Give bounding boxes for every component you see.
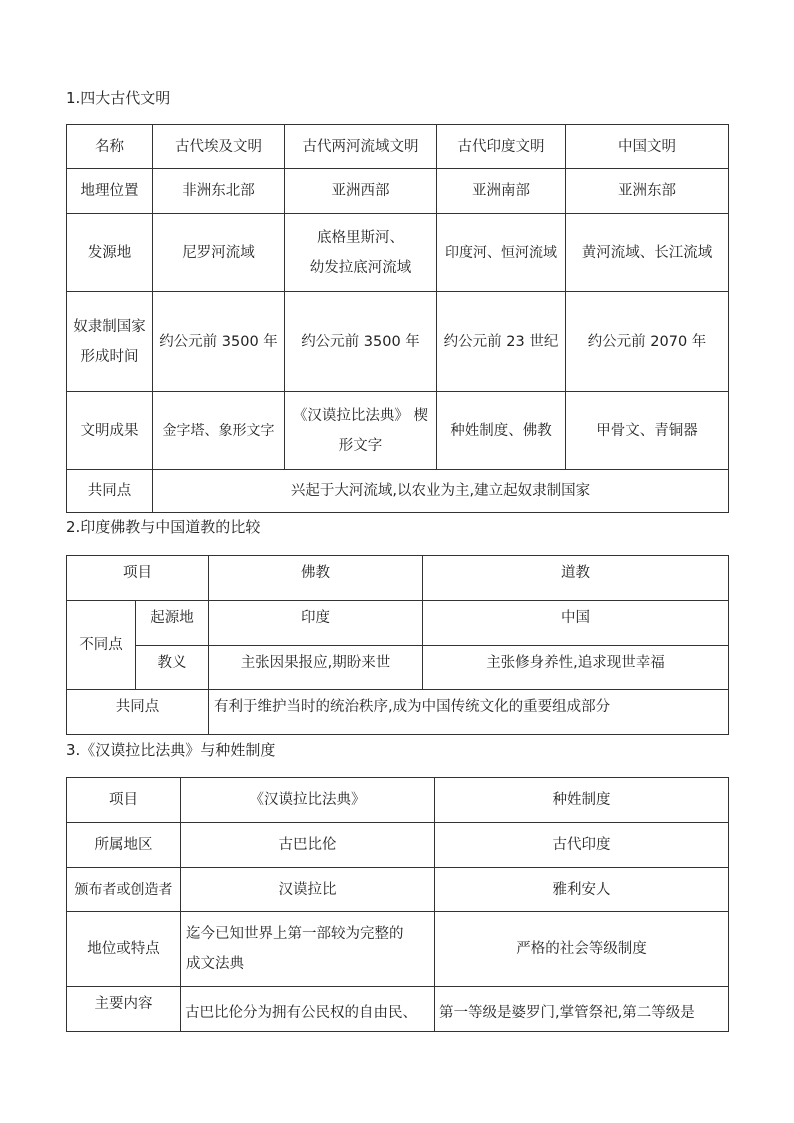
header-cell: 佛教 [209,556,423,601]
table-cell: 亚洲南部 [437,169,566,214]
row-label: 不同点 [67,601,136,690]
row-label: 颁布者或创造者 [67,868,181,912]
header-cell: 《汉谟拉比法典》 [181,778,435,823]
table-cell: 约公元前 2070 年 [566,292,729,392]
cell-line: 形成时间 [80,348,139,365]
table-cell [285,392,437,470]
table-row [67,778,729,823]
table-cell: 古巴比伦分为拥有公民权的自由民、 [181,987,435,1032]
table-row [67,690,729,735]
table-row [67,470,729,513]
table-cell: 古巴比伦 [181,823,435,868]
row-label [67,292,153,392]
header-cell: 名称 [67,125,153,169]
table-row [67,646,729,690]
table-row [67,868,729,912]
cell-line: 底格里斯河、 [317,229,404,246]
table-row [67,987,729,1032]
row-label: 文明成果 [67,392,153,470]
row-label: 共同点 [67,470,153,513]
table-cell: 约公元前 3500 年 [153,292,285,392]
cell-line: 成文法典 [186,956,244,972]
table-cell: 黄河流域、长江流域 [566,214,729,292]
table-row [67,292,729,392]
row-label: 起源地 [136,601,209,646]
row-label: 主要内容 [67,987,181,1032]
table-row [67,125,729,169]
header-cell: 项目 [67,778,181,823]
four-civilizations-table [66,124,729,513]
table-cell: 亚洲东部 [566,169,729,214]
table-cell: 金字塔、象形文字 [153,392,285,470]
header-cell: 古代印度文明 [437,125,566,169]
table-cell: 约公元前 23 世纪 [437,292,566,392]
code-caste-table [66,777,729,1032]
header-cell: 道教 [423,556,729,601]
header-cell: 项目 [67,556,209,601]
table-cell: 第一等级是婆罗门,掌管祭祀,第二等级是 [435,987,729,1032]
table-row [67,912,729,987]
table-row [67,823,729,868]
table-cell: 主张因果报应,期盼来世 [209,646,423,690]
table-cell: 约公元前 3500 年 [285,292,437,392]
table-row [67,556,729,601]
header-cell: 种姓制度 [435,778,729,823]
header-cell: 古代两河流域文明 [285,125,437,169]
table-row [67,214,729,292]
table-row [67,392,729,470]
table-cell: 尼罗河流域 [153,214,285,292]
section-heading-2: 2.印度佛教与中国道教的比较 [66,518,261,536]
table-cell: 印度河、恒河流域 [437,214,566,292]
row-label: 教义 [136,646,209,690]
table-row [67,601,729,646]
table-cell: 中国 [423,601,729,646]
row-label: 地理位置 [67,169,153,214]
row-label: 地位或特点 [67,912,181,987]
section-heading-1: 1.四大古代文明 [66,89,171,107]
table-cell: 主张修身养性,追求现世幸福 [423,646,729,690]
cell-line: 幼发拉底河流域 [309,259,412,276]
section-heading-3: 3.《汉谟拉比法典》与种姓制度 [66,741,276,759]
table-cell [181,912,435,987]
table-cell: 雅利安人 [435,868,729,912]
table-row [67,169,729,214]
table-cell: 印度 [209,601,423,646]
religion-comparison-table [66,555,729,735]
cell-line: 《汉谟拉比法典》 楔 [292,407,429,424]
table-cell: 严格的社会等级制度 [435,912,729,987]
row-label: 共同点 [67,690,209,735]
table-cell [285,214,437,292]
row-label: 发源地 [67,214,153,292]
cell-line: 形文字 [338,437,383,454]
table-cell: 种姓制度、佛教 [437,392,566,470]
cell-line: 奴隶制国家 [73,318,146,335]
table-cell: 非洲东北部 [153,169,285,214]
cell-line: 迄今已知世界上第一部较为完整的 [186,926,404,942]
row-label: 所属地区 [67,823,181,868]
table-cell: 古代印度 [435,823,729,868]
table-cell: 亚洲西部 [285,169,437,214]
table-cell: 有利于维护当时的统治秩序,成为中国传统文化的重要组成部分 [209,690,729,735]
table-cell: 汉谟拉比 [181,868,435,912]
header-cell: 古代埃及文明 [153,125,285,169]
header-cell: 中国文明 [566,125,729,169]
table-cell: 甲骨文、青铜器 [566,392,729,470]
table-cell: 兴起于大河流域,以农业为主,建立起奴隶制国家 [153,470,729,513]
